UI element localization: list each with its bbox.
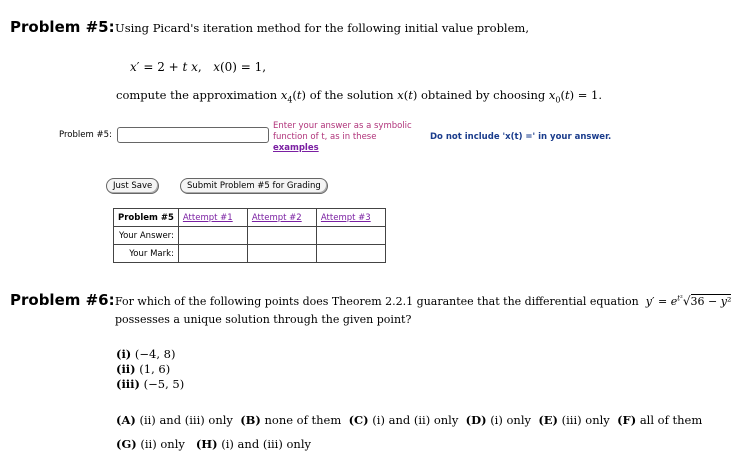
option-b-label: (B) <box>240 413 261 427</box>
just-save-button[interactable]: Just Save <box>106 178 159 194</box>
problem-6-equation: $y' = e^{t^2}√36 - y^2$ <box>645 294 731 308</box>
option-b-text: none of them <box>264 413 342 427</box>
point-option-ii <box>116 362 170 376</box>
problem-5-field-label: Problem #5: <box>59 130 112 140</box>
problem-6-heading: Problem #6: <box>10 291 115 309</box>
option-g-text: (ii) only <box>140 437 185 451</box>
mark-cell <box>247 245 316 263</box>
option-c-text: (i) and (ii) only <box>372 413 459 427</box>
answer-cell <box>247 227 316 245</box>
attempt-2-header[interactable] <box>247 209 316 227</box>
attempt-3-link[interactable]: Attempt #3 <box>320 212 371 223</box>
problem-5-statement: Using Picard's iteration method for the following initial value problem, <box>115 21 529 35</box>
table-header-problem: Problem #5 <box>114 209 179 227</box>
point-option-i <box>116 347 175 361</box>
option-d-text: (i) only <box>490 413 531 427</box>
option-h-label: (H) <box>195 437 218 451</box>
point-label: (ii) <box>116 362 136 376</box>
point-label: (i) <box>116 347 132 361</box>
option-g-label: (G) <box>116 437 137 451</box>
option-f-label: (F) <box>617 413 637 427</box>
option-a-text: (ii) and (iii) only <box>139 413 233 427</box>
problem-6-statement-prefix: For which of the following points does Theorem 2.2.1 guarantee that the differential equation <box>115 295 639 308</box>
answer-cell <box>178 227 247 245</box>
point-value: (−4, 8) <box>134 347 176 361</box>
answer-hint-line-1: Enter your answer as a symbolic <box>273 121 412 131</box>
problem-6-statement-line-2: possesses a unique solution through the given point? <box>115 313 412 326</box>
answer-options-line-2 <box>116 437 311 451</box>
attempt-3-header[interactable] <box>316 209 385 227</box>
your-answer-label: Your Answer: <box>114 227 179 245</box>
option-f-text: all of them <box>639 413 703 427</box>
point-value: (1, 6) <box>139 362 171 376</box>
option-a-label: (A) <box>116 413 136 427</box>
attempt-1-header[interactable] <box>178 209 247 227</box>
answer-cell <box>316 227 385 245</box>
table-row <box>114 227 386 245</box>
answer-options-line-1 <box>116 413 702 427</box>
attempts-table <box>113 208 386 263</box>
mark-cell <box>178 245 247 263</box>
option-h-text: (i) and (iii) only <box>221 437 312 451</box>
your-mark-label: Your Mark: <box>114 245 179 263</box>
attempt-1-link[interactable]: Attempt #1 <box>182 212 233 223</box>
problem-6-statement <box>115 294 731 308</box>
problem-5-equation: x′ = 2 + t x, x(0) = 1, <box>130 60 267 74</box>
examples-link[interactable]: examples <box>273 143 319 153</box>
table-row <box>114 245 386 263</box>
problem-5-answer-input[interactable] <box>117 127 269 143</box>
option-e-label: (E) <box>538 413 558 427</box>
answer-note: Do not include 'x(t) =' in your answer. <box>430 132 612 142</box>
option-c-label: (C) <box>348 413 369 427</box>
answer-hint-line-2: function of t, as in these <box>273 132 377 142</box>
option-e-text: (iii) only <box>561 413 610 427</box>
point-value: (−5, 5) <box>143 377 185 391</box>
table-row <box>114 209 386 227</box>
problem-5-compute-text: compute the approximation $x_4(t)$ of the solution x(t) obtained by choosing $x_0(t) = 1$. <box>116 88 602 105</box>
point-label: (iii) <box>116 377 140 391</box>
mark-cell <box>316 245 385 263</box>
problem-5-heading: Problem #5: <box>10 18 115 36</box>
submit-problem-5-button[interactable]: Submit Problem #5 for Grading <box>180 178 328 194</box>
point-option-iii <box>116 377 184 391</box>
attempt-2-link[interactable]: Attempt #2 <box>251 212 302 223</box>
option-d-label: (D) <box>465 413 487 427</box>
